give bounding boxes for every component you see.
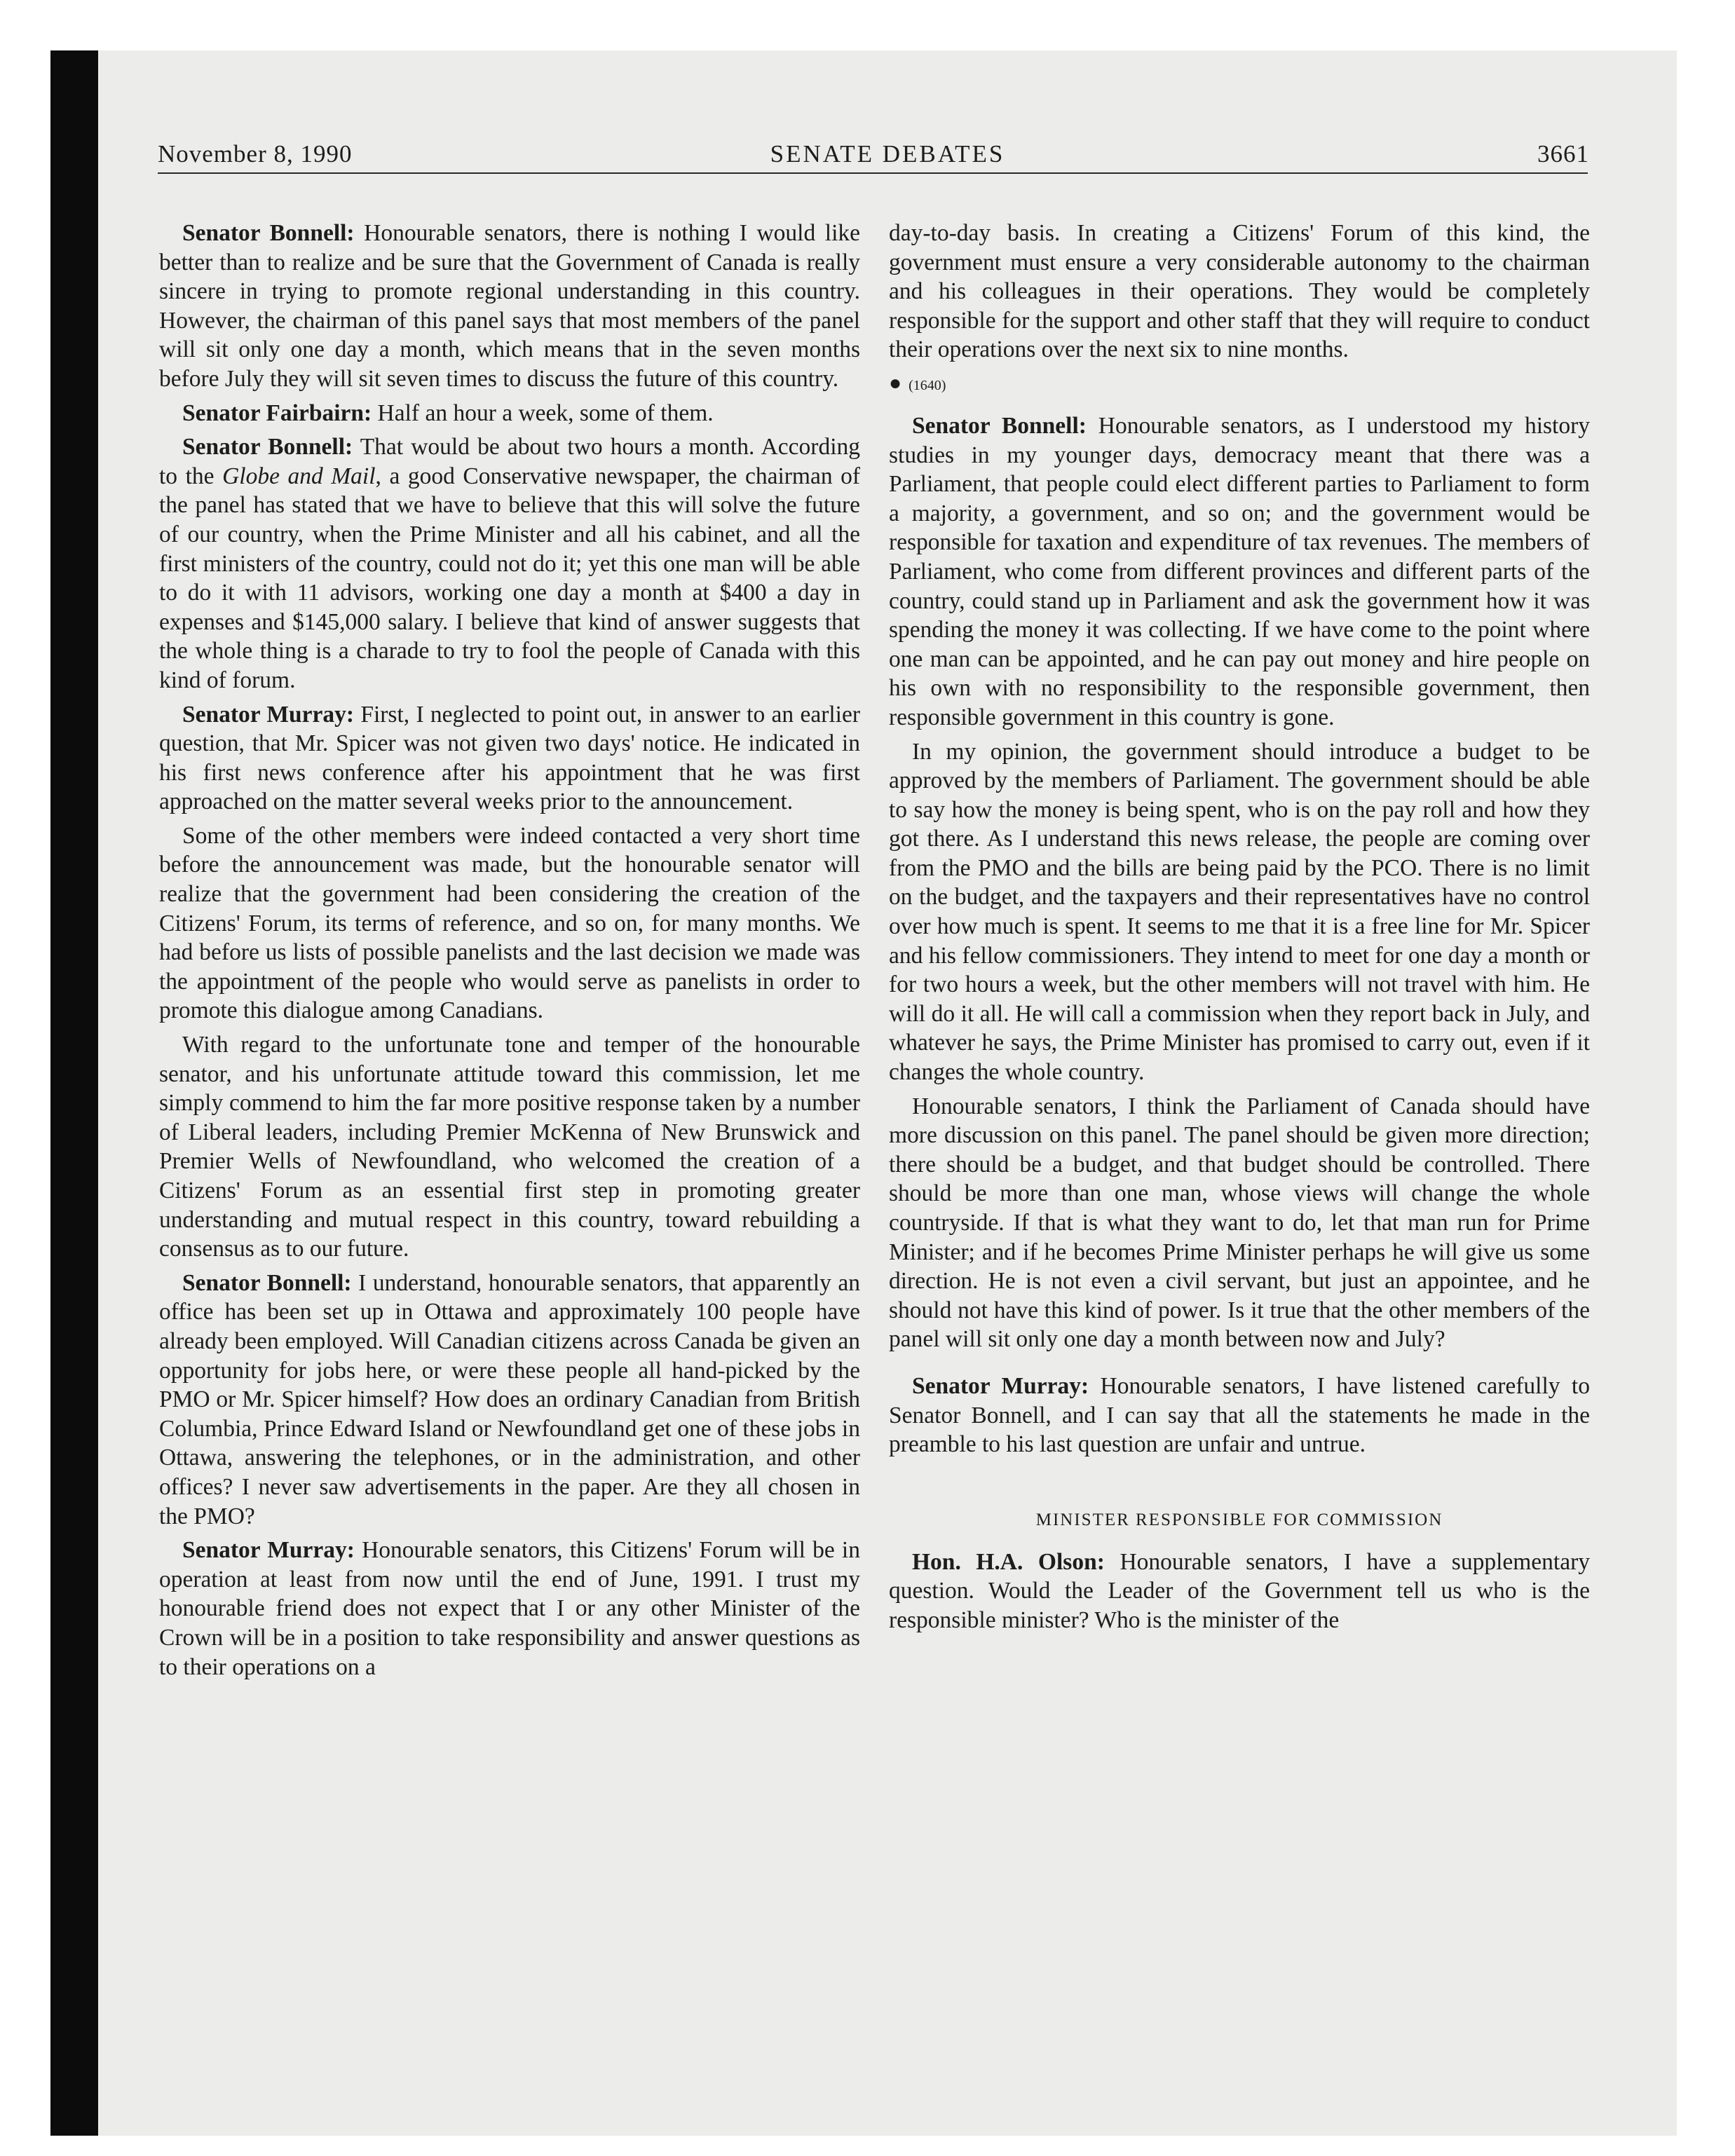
document-page (98, 50, 1677, 2136)
paragraph (889, 411, 1590, 732)
paragraph (159, 399, 860, 428)
paragraph: Honourable senators, I think the Parliament of Canada should have more discussion on this panel. The panel should be given more direction; there should be a budget, and that budget should be controlled. There should be more than one man, whose views will change the whole countryside. If that is what they want to do, let that man run for Prime Minister; and if he becomes Prime Minister perhaps he will give us some direction. He is not even a civil servant, but just an appointee, and he should not have this kind of power. Is it true that the other members of the panel will sit only one day a month between now and July? (889, 1093, 1590, 1353)
speaker-name: Hon. H.A. Olson: (912, 1548, 1105, 1575)
paragraph (889, 1548, 1590, 1635)
header-rule (158, 172, 1588, 174)
paragraph (159, 1536, 860, 1681)
paragraph: With regard to the unfortunate tone and temper of the honourable senator, and his unfortunate attitude toward this commission, let me simply commend to him the far more positive response taken by a number of Liberal leaders, including Premier McKenna of New Brunswick and Premier Wells of Newfoundland, who welcomed the creation of a Citizens' Forum as an essential first step in promoting greater understanding and mutual respect in this country, toward rebuilding a consensus as to our future. (159, 1032, 860, 1262)
bullet-icon: ● (889, 371, 902, 395)
left-column (159, 219, 860, 1686)
paragraph-text: , a good Conservative newspaper, the chairman of the panel has stated that we have to believe that this will solve the future of our country, when the Prime Minister and all his cabinet, and all the first ministers of the country, could not do it; yet this one man will be able to do it with 11 advisors, working one day a month at $400 a day in expenses and $145,000 salary. I believe that kind of answer suggests that the whole thing is a charade to try to fool the people of Canada with this kind of forum. (159, 463, 861, 693)
paragraph-text: Honourable senators, there is nothing I would like better than to realize and be sure that the Government of Canada is really sincere in trying to promote regional understanding in this country. However, the chairman of this panel says that most members of the panel will sit only one day a month, which means that in the seven months before July they will sit seven times to discuss the future of this country. (159, 220, 861, 392)
paragraph-text: Half an hour a week, some of them. (377, 400, 714, 426)
paragraph: Some of the other members were indeed contacted a very short time before the announcement was made, but the honourable senator will realize that the government had been considering the creation of the Citizens' Forum, its terms of reference, and so on, for many months. We had before us lists of possible panelists and the last decision we made was the appointment of the people who would serve as panelists in order to promote this dialogue among Canadians. (159, 822, 860, 1024)
right-column (889, 219, 1590, 1640)
paragraph (889, 1372, 1590, 1459)
paragraph: In my opinion, the government should introduce a budget to be approved by the members of Parliament. The government should be able to say how the money is being spent, who is on the pay roll and how they got there. As I understand this news release, the people are coming over from the PMO and the bills are being paid by the PCO. There is no limit on the budget, and the taxpayers and their representatives have no control over how much is spent. It seems to me that it is a free line for Mr. Spicer and his fellow commissioners. They intend to meet for one day a month or for two hours a week, but the other members will not travel with him. He will do it all. He will call a commission when they report back in July, and whatever he says, the Prime Minister has promised to carry out, even if it changes the whole country. (889, 738, 1590, 1086)
binding-edge (50, 50, 98, 2136)
paragraph (159, 432, 860, 695)
paragraph-text: That would be about two hours a month. According to the (159, 434, 861, 489)
speaker-name: Senator Bonnell: (182, 1269, 352, 1296)
header-date: November 8, 1990 (158, 140, 353, 168)
speaker-name: Senator Bonnell: (182, 220, 355, 246)
timestamp-marker (889, 373, 1590, 396)
paragraph-text: First, I neglected to point out, in answer to an earlier question, that Mr. Spicer was not given two days' notice. He indicated in his first news conference after his appointment that he was first approached on the matter several weeks prior to the announcement. (159, 701, 860, 815)
section-heading: MINISTER RESPONSIBLE FOR COMMISSION (1035, 1510, 1443, 1529)
paragraph (159, 219, 860, 394)
speaker-name: Senator Murray: (182, 1537, 355, 1564)
speaker-name: Senator Bonnell: (182, 434, 353, 460)
paragraph: day-to-day basis. In creating a Citizens' Forum of this kind, the government must ensure a very considerable autonomy to the chairman and his colleagues in their operations. They would be completely responsible for the support and other staff that they will require to conduct their operations over the next six to nine months. (889, 220, 1590, 363)
newspaper-title: Globe and Mail (222, 463, 376, 489)
paragraph (159, 700, 860, 817)
speaker-name: Senator Murray: (182, 701, 355, 728)
paragraph-text: Honourable senators, I have a supplementary question. Would the Leader of the Government tell us who is the responsible minister? Who is the minister of the (889, 1548, 1590, 1633)
header-page-number: 3661 (1537, 140, 1589, 168)
paragraph (159, 1269, 860, 1531)
paragraph-text: Honourable senators, this Citizens' Forum will be in operation at least from now until the end of June, 1991. I trust my honourable friend does not expect that I or any other Minister of the Crown will be in a position to take responsibility and answer questions as to their operations on a (159, 1537, 860, 1680)
timestamp-text: (1640) (909, 377, 946, 393)
paragraph-text: Honourable senators, I have listened carefully to Senator Bonnell, and I can say that all the statements he made in the preamble to his last question are unfair and untrue. (889, 1372, 1590, 1458)
paragraph-text: Honourable senators, as I understood my history studies in my younger days, democracy meant that there was a Parliament, that people could elect different parties to Parliament to form a majority, a government, and so on; and the government would be responsible for taxation and expenditure of tax revenues. The members of Parliament, who come from different provinces and different parts of the country, could stand up in Parliament and ask the government how it was spending the money it was collecting. If we have come to the point where one man can be appointed, and he can pay out money and hire people on his own with no responsibility to the responsible government, then responsible government in this country is gone. (889, 412, 1590, 730)
speaker-name: Senator Murray: (912, 1372, 1089, 1399)
speaker-name: Senator Fairbairn: (182, 400, 372, 426)
paragraph-text: I understand, honourable senators, that apparently an office has been set up in Ottawa and approximately 100 people have already been employed. Will Canadian citizens across Canada be given an opportunity for jobs here, or were these people all hand-picked by the PMO or Mr. Spicer himself? How does an ordinary Canadian from British Columbia, Prince Edward Island or Newfoundland get one of these jobs in Ottawa, answering the telephones, or in the administration, and other offices? I never saw advertisements in the paper. Are they all chosen in the PMO? (159, 1269, 860, 1529)
speaker-name: Senator Bonnell: (912, 412, 1087, 439)
header-title: SENATE DEBATES (770, 140, 1005, 168)
